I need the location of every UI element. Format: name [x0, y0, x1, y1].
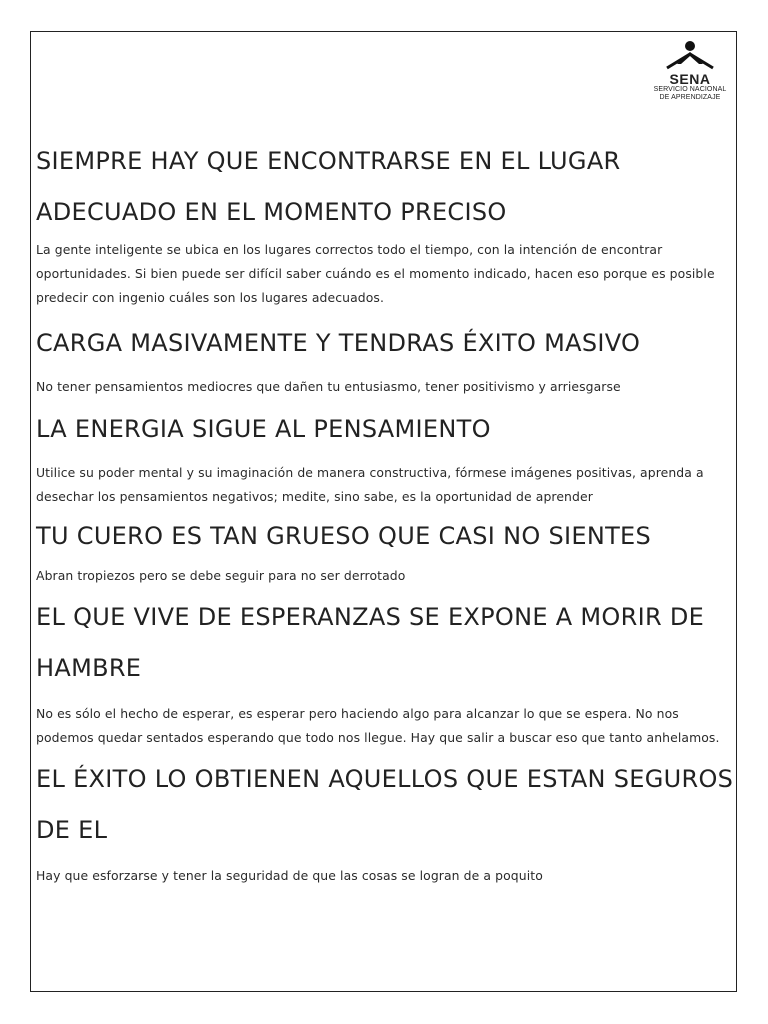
section-body: No es sólo el hecho de esperar, es esperar pero haciendo algo para alcanzar lo que se espera. No nos podemos quedar sentados esperando que todo nos llegue. Hay que salir a buscar eso que tanto anhelamos. — [36, 706, 720, 745]
logo-line-1: SERVICIO NACIONAL — [653, 86, 727, 93]
section-title: CARGA MASIVAMENTE Y TENDRAS ÉXITO MASIVO — [36, 329, 641, 357]
sena-logo — [646, 40, 734, 120]
section-title: EL QUE VIVE DE ESPERANZAS SE EXPONE A MORIR DE HAMBRE — [36, 603, 705, 682]
section — [36, 318, 736, 399]
sena-emblem-icon — [655, 40, 725, 74]
section-body: La gente inteligente se ubica en los lugares correctos todo el tiempo, con la intención de encontrar oportunidades. Si bien puede ser difícil saber cuándo es el momento indicado, hacen eso porque es posible predecir con ingenio cuáles son los lugares adecuados. — [36, 242, 715, 305]
section-title: EL ÉXITO LO OBTIENEN AQUELLOS QUE ESTAN SEGUROS DE EL — [36, 765, 734, 844]
document-page — [30, 31, 737, 992]
section — [36, 404, 736, 509]
section — [36, 136, 736, 310]
section-title: TU CUERO ES TAN GRUESO QUE CASI NO SIENTES — [36, 522, 652, 550]
section-body: Utilice su poder mental y su imaginación de manera constructiva, fórmese imágenes positivas, aprenda a desechar los pensamientos negativos; medite, sino sabe, es la oportunidad de aprender — [36, 465, 704, 504]
section — [36, 592, 736, 750]
section — [36, 511, 736, 588]
logo-line-2: DE APRENDIZAJE — [659, 94, 721, 101]
document-content — [36, 136, 736, 888]
section-body: Abran tropiezos pero se debe seguir para no ser derrotado — [36, 568, 406, 583]
section-title: LA ENERGIA SIGUE AL PENSAMIENTO — [36, 415, 491, 443]
section-title: SIEMPRE HAY QUE ENCONTRARSE EN EL LUGAR ADECUADO EN EL MOMENTO PRECISO — [36, 147, 621, 226]
section-body: Hay que esforzarse y tener la seguridad de que las cosas se logran de a poquito — [36, 868, 543, 883]
section-body: No tener pensamientos mediocres que dañen tu entusiasmo, tener positivismo y arriesgarse — [36, 379, 621, 394]
logo-wordmark: SENA — [669, 71, 711, 87]
section — [36, 754, 736, 888]
